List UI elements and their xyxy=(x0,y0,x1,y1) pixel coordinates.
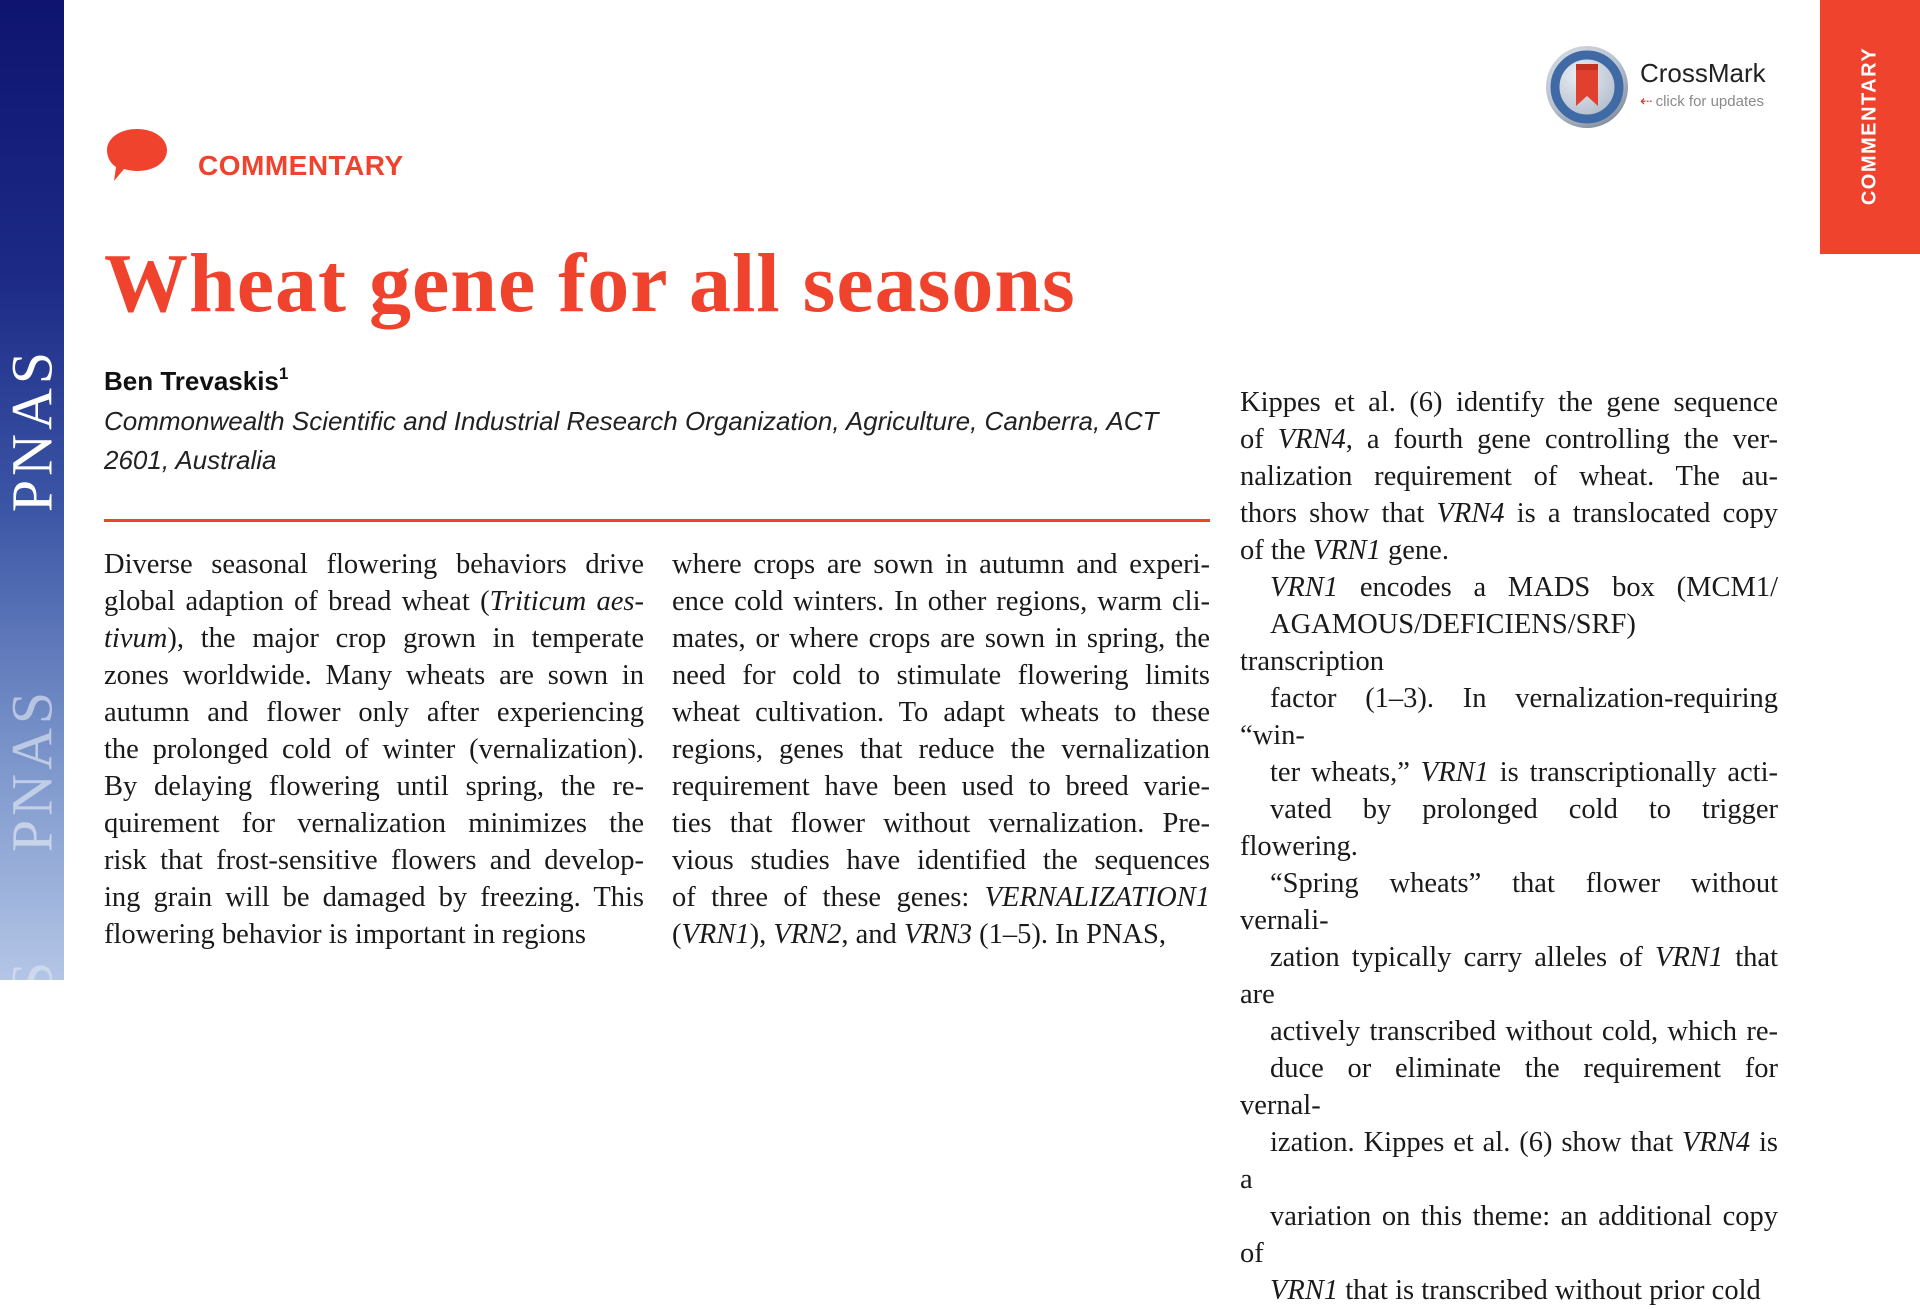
commentary-side-tab xyxy=(1820,0,1920,254)
text-line: VRN1 encodes a MADS box (MCM1/ xyxy=(1270,572,1778,603)
body-paragraph xyxy=(1240,384,1778,569)
text-line: ter wheats,” VRN1 is transcriptionally acti- xyxy=(1270,757,1778,788)
text-line: actively transcribed without cold, which re- xyxy=(1270,1016,1778,1047)
author-line xyxy=(104,364,288,397)
crossmark-icon xyxy=(1544,44,1630,130)
author-footnote-marker[interactable]: 1 xyxy=(278,364,289,383)
side-tab-label: COMMENTARY xyxy=(1858,46,1881,206)
pnas-wordmark-faded: PNAS xyxy=(0,687,65,853)
text-line: regions, genes that reduce the vernalization xyxy=(672,734,1210,765)
crossmark-title: CrossMark xyxy=(1640,58,1766,88)
text-line: global adaption of bread wheat (Triticum aes- xyxy=(104,586,644,617)
body-column-2 xyxy=(672,546,1210,953)
arrow-left-icon: ⇠ xyxy=(1640,93,1653,110)
text-line: tivum), the major crop grown in temperate xyxy=(104,623,644,654)
text-line: factor (1–3). In vernalization-requiring “win- xyxy=(1240,683,1778,751)
author-name[interactable]: Ben Trevaskis xyxy=(104,366,279,396)
section-label: COMMENTARY xyxy=(198,150,404,181)
text-line: vated by prolonged cold to trigger flowering. xyxy=(1240,794,1778,862)
text-line: ization. Kippes et al. (6) show that VRN4 is a xyxy=(1240,1127,1778,1195)
text-line: autumn and flower only after experiencing xyxy=(104,697,644,728)
pnas-wordmark: PNAS xyxy=(0,347,65,513)
text-line: ing grain will be damaged by freezing. This xyxy=(104,882,644,913)
text-line: zones worldwide. Many wheats are sown in xyxy=(104,660,644,691)
body-paragraph xyxy=(1240,569,1778,1309)
text-line: need for cold to stimulate flowering limits xyxy=(672,660,1210,691)
text-line: wheat cultivation. To adapt wheats to these xyxy=(672,697,1210,728)
crossmark-badge[interactable] xyxy=(1540,40,1780,130)
pnas-wordmark-faded-2: PNAS xyxy=(0,957,65,1123)
speech-bubble-icon xyxy=(104,126,170,184)
text-line: duce or eliminate the requirement for vernal- xyxy=(1240,1053,1778,1121)
text-line: AGAMOUS/DEFICIENS/SRF) transcription xyxy=(1240,609,1636,677)
text-line: nalization requirement of wheat. The au- xyxy=(1240,461,1778,492)
text-line: thors show that VRN4 is a translocated copy xyxy=(1240,498,1778,529)
text-line: risk that frost-sensitive flowers and develop- xyxy=(104,845,644,876)
body-paragraph xyxy=(104,546,644,953)
text-line: quirement for vernalization minimizes the xyxy=(104,808,644,839)
text-line: mates, or where crops are sown in spring, the xyxy=(672,623,1210,654)
text-line: ence cold winters. In other regions, warm cli- xyxy=(672,586,1210,617)
crossmark-subtitle-row xyxy=(1640,92,1764,110)
body-column-1 xyxy=(104,546,644,953)
text-line: zation typically carry alleles of VRN1 that are xyxy=(1240,942,1778,1010)
text-line: By delaying flowering until spring, the re- xyxy=(104,771,644,802)
text-line: “Spring wheats” that flower without vernali- xyxy=(1240,868,1778,936)
text-line: vious studies have identified the sequences xyxy=(672,845,1210,876)
text-line: Kippes et al. (6) identify the gene sequence xyxy=(1240,387,1778,418)
header-divider xyxy=(104,519,1210,522)
text-line: where crops are sown in autumn and experi- xyxy=(672,549,1210,580)
text-line: of three of these genes: VERNALIZATION1 xyxy=(672,882,1210,913)
text-line: Diverse seasonal flowering behaviors drive xyxy=(104,549,644,580)
text-line: requirement have been used to breed varie- xyxy=(672,771,1210,802)
body-column-3 xyxy=(1240,384,1778,1309)
text-line: ties that flower without vernalization. Pre- xyxy=(672,808,1210,839)
text-line: (VRN1), VRN2, and VRN3 (1–5). In PNAS, xyxy=(672,919,1166,950)
text-line: flowering behavior is important in regions xyxy=(104,919,587,950)
author-affiliation: Commonwealth Scientific and Industrial Research Organization, Agriculture, Canberra, ACT 2601, Australia xyxy=(104,406,1159,475)
pnas-sidebar-strip xyxy=(0,0,65,1123)
crossmark-subtitle: click for updates xyxy=(1655,93,1764,110)
text-line: variation on this theme: an additional copy of xyxy=(1240,1201,1778,1269)
body-paragraph xyxy=(672,546,1210,953)
text-line: VRN1 that is transcribed without prior cold xyxy=(1270,1275,1761,1306)
text-line: the prolonged cold of winter (vernalization). xyxy=(104,734,644,765)
article-title: Wheat gene for all seasons xyxy=(104,237,1076,330)
text-line: of VRN4, a fourth gene controlling the ver- xyxy=(1240,424,1778,455)
text-line: of the VRN1 gene. xyxy=(1240,535,1449,566)
